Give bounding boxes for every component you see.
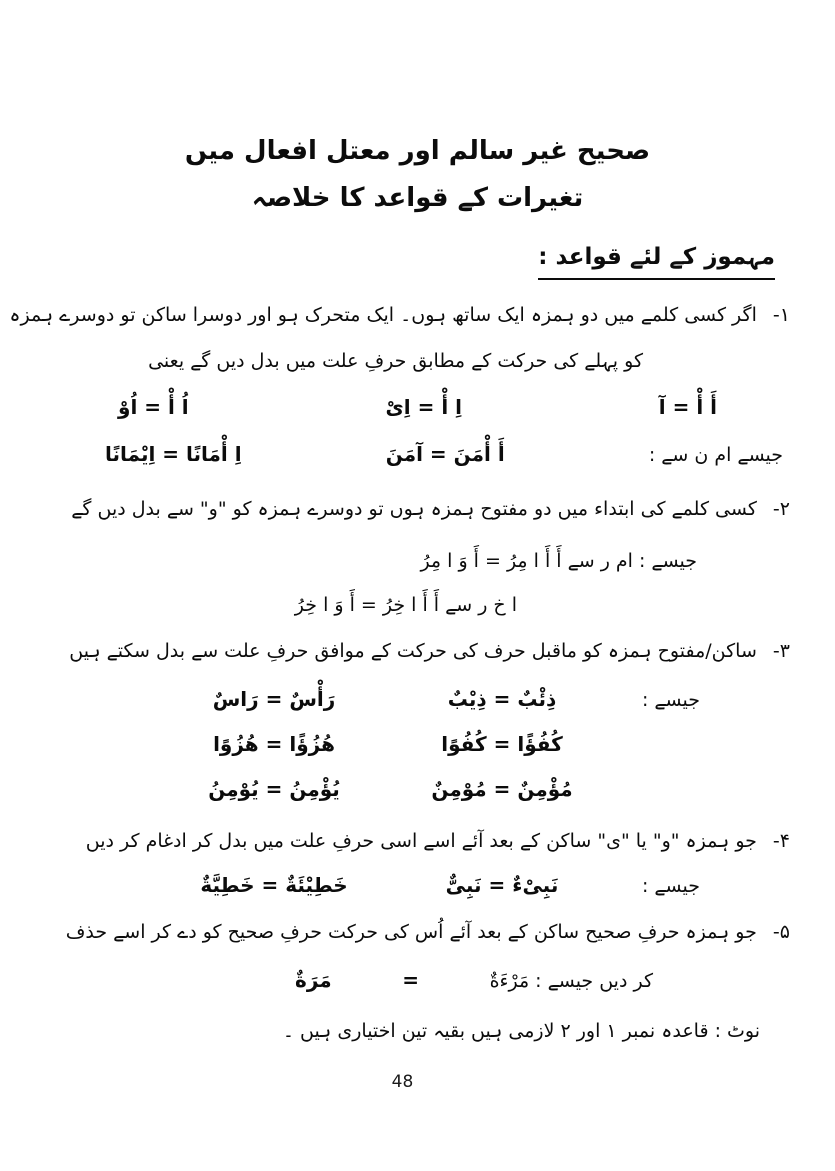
rule-3-number: ۳- xyxy=(772,640,790,662)
rule-1-line-1 xyxy=(9,303,790,329)
rule-1-equations-row xyxy=(118,394,717,421)
rule-2-example-2: ا خ ر سے أَ أَ ا خِرُ = أَ وَ ا خِرُ xyxy=(294,594,517,616)
rule-3-example-row-1 xyxy=(160,686,700,714)
example-label: جیسے : xyxy=(641,689,700,711)
equation: أَ أْمَنَ = آمَنَ xyxy=(385,442,505,466)
equation: اِ أْمَانًا = اِیْمَانًا xyxy=(105,442,242,466)
equation: نَبِیْءٌ = نَبِیٌّ xyxy=(445,873,559,897)
page-title-line-1: صحیح غیر سالم اور معتل افعال میں xyxy=(184,136,651,166)
example-label: جیسے ام ن سے : xyxy=(648,444,783,466)
section-heading xyxy=(538,242,775,280)
equation: ذِئْبٌ = ذِیْبٌ xyxy=(447,687,557,711)
equation: مُؤْمِنٌ = مُوْمِنٌ xyxy=(431,777,573,801)
rule-4-example-row xyxy=(160,872,700,900)
rule-2-text: کسی کلمے کی ابتداء میں دو مفتوح ہمزہ ہوں تو دوسرے ہمزہ کو "و" سے بدل دیں گے xyxy=(71,498,757,520)
rule-3-line-1 xyxy=(69,639,790,665)
equation: رَأْسٌ = رَاسٌ xyxy=(212,687,336,711)
page-title-line-2: تغیرات کے قواعد کا خلاصہ xyxy=(251,183,584,213)
equation: اِ أْ = اِیْ xyxy=(385,395,462,419)
rule-2-example-1: جیسے : ام ر سے أَ أَ ا مِرُ = أَ وَ ا مِرُ xyxy=(420,550,697,572)
equation: خَطِیْئَةٌ = خَطِیَّةٌ xyxy=(200,873,348,897)
equation: اُ أْ = اُوْ xyxy=(118,395,189,419)
footnote: نوٹ : قاعدہ نمبر ۱ اور ۲ لازمی ہیں بقیہ تین اختیاری ہیں ۔ xyxy=(282,1020,760,1042)
rule-3-example-row-3 xyxy=(160,776,700,803)
rule-5-number: ۵- xyxy=(772,921,790,943)
section-heading-text: مہموز کے لئے قواعد : xyxy=(538,242,775,280)
rule-5-text: جو ہمزہ حرفِ صحیح ساکن کے بعد آئے اُس کی حرکت حرفِ صحیح کو دے کر اسے حذف xyxy=(65,921,757,943)
example-label: جیسے : xyxy=(641,875,700,897)
equals-sign: = xyxy=(402,968,419,992)
rule-1-text: اگر کسی کلمے میں دو ہمزہ ایک ساتھ ہوں۔ ایک متحرک ہو اور دوسرا ساکن تو دوسرے ہمزہ xyxy=(9,304,757,326)
rule-4-line-1 xyxy=(86,829,790,855)
example-result: مَرَةٌ xyxy=(295,968,332,992)
rule-1-line-2: کو پہلے کی حرکت کے مطابق حرفِ علت میں بدل دیں گے یعنی xyxy=(148,350,643,372)
page-number: 48 xyxy=(391,1072,414,1092)
rule-5-example-row xyxy=(295,967,653,995)
rule-5-line-1 xyxy=(66,920,790,946)
rule-3-example-row-2 xyxy=(160,731,700,758)
rule-1-number: ۱- xyxy=(772,304,790,326)
equation: یُؤْمِنُ = یُوْمِنُ xyxy=(208,777,340,801)
rule-4-text: جو ہمزہ "و" یا "ی" ساکن کے بعد آئے اسے اسی حرفِ علت میں بدل کر ادغام کر دیں xyxy=(85,830,757,852)
rule-3-text: ساکن/مفتوح ہمزہ کو ماقبل حرف کی حرکت کے موافق حرفِ علت سے بدل سکتے ہیں xyxy=(69,640,757,662)
rule-2-number: ۲- xyxy=(772,498,790,520)
rule-2-line-1 xyxy=(71,497,790,523)
rule-1-example-row xyxy=(105,441,783,469)
equation: كُفُؤًا = كُفُوًا xyxy=(441,732,563,756)
example-lead: کر دیں جیسے : مَرْءَةٌ xyxy=(489,970,653,992)
equation: أَ أْ = آ xyxy=(658,395,717,419)
equation: هُزُؤًا = هُزُوًا xyxy=(213,732,335,756)
rule-4-number: ۴- xyxy=(772,830,790,852)
